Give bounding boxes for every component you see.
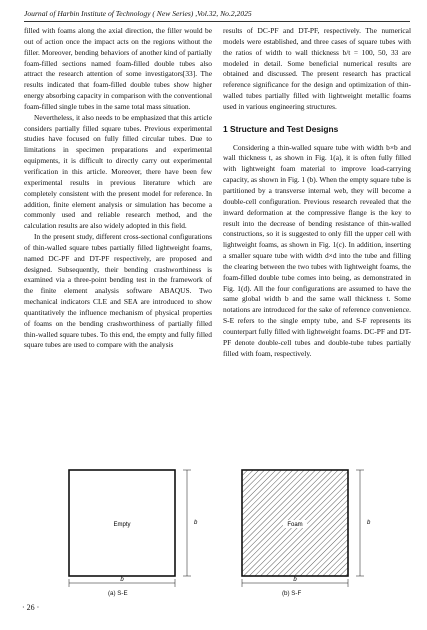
- figure-b-dim-label-bottom: b: [293, 577, 297, 583]
- figure-b-foam-filled-tube: [229, 460, 379, 588]
- left-paragraph-3: In the present study, different cross-sectional configurations of thin-walled square tubes partially filled lightweight foams, named DC-PF and DT-PF respectively, are proposed and designed. Subsequently, their bending crashworthiness is examined via a three-point bending test in the framework of the finite element analysis software ABAQUS. Two mechanical indicators CLE and SEA are introduced to show quantitatively the influence mechanism of physical properties of foams on the bending crashworthiness of partially filled thin-walled square tubes. To this end, the empty and fully filled square tubes are used to compare with the analysis: [24, 232, 212, 350]
- left-paragraph-1: filled with foams along the axial direction, the filler would be out of action once the impact acts on the regions without the filler. Moreover, bending behaviors of another kind of partially foam-filled sections named foam-filled double tubes also attract the research attention of some investigators[33]. The results indicated that foam-filled double tubes show higher energy absorbing capacity in comparison with the conventional foam-filled single tubes in the same total mass situation.: [24, 26, 212, 111]
- header-rule: [24, 21, 410, 22]
- page-number: · 26 ·: [22, 603, 40, 612]
- figure-b-caption: (b) S-F: [282, 590, 302, 597]
- figure-b-inner-label: Foam: [287, 522, 303, 528]
- figure-a-caption: (a) S-E: [108, 590, 128, 597]
- figure-b-dim-label-side: b: [367, 520, 371, 526]
- section-heading: 1 Structure and Test Designs: [223, 123, 339, 134]
- right-paragraph-2: Considering a thin-walled square tube with width b×b and wall thickness t, as shown in Fig. 1(a), it is often fully filled with lightweight foam material to improve load-carrying capacity, as shown in Fig. 1 (b). When the empty square tube is partitioned by a transverse internal web, they will become a double-cell configuration. Previous research revealed that the inward deformation at the compressive flange is the key to result into the decrease of bending resistance of thin-walled constructions, so it is suggested to only fill the upper cell with lightweight foams, as shown in Fig. 1(c). In addition, inserting a smaller square tube with width d×d into the tube and filling the clearing between the two tubes with lightweight foams, the foam-filled double tube comes into being, as demonstrated in Fig. 1(d). All the four configurations are assumed to have the same global width b and the same wall thickness t. Some notations are introduced for the sake of reference convenience. S-E refers to the single empty tube, and S-F represents its counterpart fully filled with lightweight foams. DC-PF and DT-PF denote double-cell tubes and double-tube tubes partially filled with foam, respectively.: [223, 142, 411, 358]
- left-column: [24, 26, 212, 351]
- figure-a-dim-label-side: b: [194, 520, 198, 526]
- figure-a-dim-label-bottom: b: [120, 577, 124, 583]
- left-paragraph-2: Nevertheless, it also needs to be emphasized that this article considers partially filled square tubes. Previous experimental studies have focused on fully filled circular tubes. Due to limitations in specimen preparations and experimental equipments, it is difficult to directly carry out experimental verification in this article. Moreover, there have been few experimental results in previous literature which are completely consistent with the present model for reference. In addition, finite element analysis or simulation has become a commonly used and reliable research method, and the calculation results are also widely adopted in this field.: [24, 112, 212, 231]
- figure-a-empty-tube: [56, 460, 206, 588]
- figure-a-inner-label: Empty: [113, 522, 131, 528]
- right-paragraph-1: results of DC-PF and DT-PF, respectively. The numerical models were established, and three cases of square tubes with the ratios of width to wall thickness b/t = 100, 50, 33 are modeled in detail. Some beneficial numerical results are obtained and discussed. The present research has practical reference significance for the design and optimization of thin-walled tubes partially filled with lightweight metallic foams used in various engineering structures.: [223, 26, 411, 111]
- journal-header: Journal of Harbin Institute of Technology ( New Series) ,Vol.32, No.2,2025: [24, 9, 252, 18]
- right-column: [223, 26, 411, 359]
